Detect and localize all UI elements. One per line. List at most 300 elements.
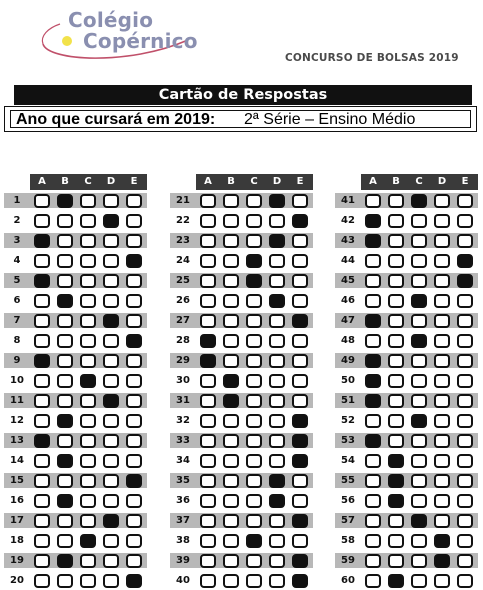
answer-bubble-b[interactable] — [57, 214, 73, 228]
answer-bubble-e[interactable] — [457, 534, 473, 548]
answer-bubble-b[interactable] — [223, 574, 239, 588]
answer-bubble-c[interactable] — [411, 314, 427, 328]
answer-bubble-b[interactable] — [388, 574, 404, 588]
answer-bubble-d[interactable] — [434, 394, 450, 408]
answer-bubble-d[interactable] — [434, 274, 450, 288]
answer-bubble-a[interactable] — [34, 494, 50, 508]
answer-bubble-c[interactable] — [80, 514, 96, 528]
answer-bubble-a[interactable] — [200, 314, 216, 328]
answer-bubble-e[interactable] — [292, 454, 308, 468]
answer-bubble-e[interactable] — [292, 514, 308, 528]
answer-bubble-b[interactable] — [223, 554, 239, 568]
answer-bubble-c[interactable] — [246, 474, 262, 488]
answer-bubble-c[interactable] — [80, 394, 96, 408]
answer-bubble-c[interactable] — [80, 254, 96, 268]
answer-bubble-a[interactable] — [200, 554, 216, 568]
answer-bubble-d[interactable] — [269, 414, 285, 428]
answer-bubble-e[interactable] — [126, 354, 142, 368]
answer-bubble-e[interactable] — [292, 414, 308, 428]
answer-bubble-a[interactable] — [200, 294, 216, 308]
answer-bubble-b[interactable] — [388, 454, 404, 468]
answer-bubble-e[interactable] — [457, 494, 473, 508]
answer-bubble-d[interactable] — [434, 214, 450, 228]
answer-bubble-d[interactable] — [103, 474, 119, 488]
answer-bubble-b[interactable] — [223, 394, 239, 408]
answer-bubble-c[interactable] — [80, 234, 96, 248]
answer-bubble-d[interactable] — [269, 294, 285, 308]
answer-bubble-d[interactable] — [269, 214, 285, 228]
answer-bubble-c[interactable] — [411, 434, 427, 448]
answer-bubble-c[interactable] — [246, 354, 262, 368]
answer-bubble-e[interactable] — [457, 374, 473, 388]
answer-bubble-e[interactable] — [126, 194, 142, 208]
answer-bubble-a[interactable] — [34, 234, 50, 248]
answer-bubble-d[interactable] — [434, 334, 450, 348]
answer-bubble-e[interactable] — [292, 274, 308, 288]
answer-bubble-b[interactable] — [388, 274, 404, 288]
answer-bubble-c[interactable] — [411, 474, 427, 488]
answer-bubble-d[interactable] — [269, 234, 285, 248]
answer-bubble-a[interactable] — [34, 414, 50, 428]
answer-bubble-a[interactable] — [365, 394, 381, 408]
answer-bubble-c[interactable] — [411, 554, 427, 568]
answer-bubble-d[interactable] — [103, 574, 119, 588]
answer-bubble-c[interactable] — [80, 274, 96, 288]
answer-bubble-b[interactable] — [388, 334, 404, 348]
answer-bubble-a[interactable] — [200, 534, 216, 548]
answer-bubble-e[interactable] — [126, 494, 142, 508]
answer-bubble-c[interactable] — [246, 194, 262, 208]
answer-bubble-a[interactable] — [200, 394, 216, 408]
answer-bubble-b[interactable] — [388, 194, 404, 208]
answer-bubble-d[interactable] — [103, 314, 119, 328]
answer-bubble-b[interactable] — [57, 494, 73, 508]
answer-bubble-c[interactable] — [411, 294, 427, 308]
answer-bubble-a[interactable] — [34, 314, 50, 328]
answer-bubble-e[interactable] — [292, 434, 308, 448]
answer-bubble-e[interactable] — [126, 334, 142, 348]
answer-bubble-a[interactable] — [200, 574, 216, 588]
answer-bubble-d[interactable] — [434, 514, 450, 528]
answer-bubble-e[interactable] — [457, 454, 473, 468]
answer-bubble-c[interactable] — [80, 314, 96, 328]
answer-bubble-e[interactable] — [126, 314, 142, 328]
answer-bubble-c[interactable] — [246, 414, 262, 428]
answer-bubble-c[interactable] — [80, 454, 96, 468]
answer-bubble-a[interactable] — [200, 494, 216, 508]
answer-bubble-d[interactable] — [103, 554, 119, 568]
answer-bubble-c[interactable] — [411, 414, 427, 428]
answer-bubble-b[interactable] — [388, 294, 404, 308]
answer-bubble-c[interactable] — [411, 514, 427, 528]
answer-bubble-c[interactable] — [246, 294, 262, 308]
answer-bubble-e[interactable] — [126, 454, 142, 468]
answer-bubble-a[interactable] — [200, 214, 216, 228]
answer-bubble-d[interactable] — [434, 474, 450, 488]
answer-bubble-b[interactable] — [388, 214, 404, 228]
answer-bubble-b[interactable] — [388, 394, 404, 408]
answer-bubble-b[interactable] — [223, 354, 239, 368]
answer-bubble-a[interactable] — [34, 374, 50, 388]
answer-bubble-d[interactable] — [434, 294, 450, 308]
answer-bubble-b[interactable] — [388, 494, 404, 508]
answer-bubble-c[interactable] — [411, 394, 427, 408]
answer-bubble-a[interactable] — [200, 254, 216, 268]
answer-bubble-e[interactable] — [292, 574, 308, 588]
answer-bubble-d[interactable] — [269, 494, 285, 508]
answer-bubble-e[interactable] — [457, 474, 473, 488]
answer-bubble-b[interactable] — [223, 274, 239, 288]
answer-bubble-b[interactable] — [57, 374, 73, 388]
answer-bubble-c[interactable] — [246, 454, 262, 468]
answer-bubble-c[interactable] — [411, 334, 427, 348]
answer-bubble-a[interactable] — [34, 574, 50, 588]
answer-bubble-e[interactable] — [126, 374, 142, 388]
answer-bubble-b[interactable] — [57, 314, 73, 328]
answer-bubble-a[interactable] — [200, 414, 216, 428]
answer-bubble-d[interactable] — [269, 334, 285, 348]
answer-bubble-e[interactable] — [292, 234, 308, 248]
answer-bubble-b[interactable] — [223, 474, 239, 488]
answer-bubble-e[interactable] — [457, 394, 473, 408]
answer-bubble-c[interactable] — [411, 354, 427, 368]
answer-bubble-e[interactable] — [126, 534, 142, 548]
answer-bubble-d[interactable] — [103, 354, 119, 368]
answer-bubble-b[interactable] — [57, 254, 73, 268]
answer-bubble-e[interactable] — [126, 394, 142, 408]
answer-bubble-e[interactable] — [457, 434, 473, 448]
answer-bubble-d[interactable] — [103, 234, 119, 248]
answer-bubble-c[interactable] — [411, 234, 427, 248]
answer-bubble-d[interactable] — [269, 514, 285, 528]
answer-bubble-d[interactable] — [434, 234, 450, 248]
answer-bubble-a[interactable] — [365, 494, 381, 508]
answer-bubble-b[interactable] — [388, 234, 404, 248]
answer-bubble-e[interactable] — [126, 554, 142, 568]
answer-bubble-e[interactable] — [126, 434, 142, 448]
answer-bubble-e[interactable] — [457, 214, 473, 228]
answer-bubble-a[interactable] — [200, 374, 216, 388]
answer-bubble-d[interactable] — [269, 354, 285, 368]
answer-bubble-e[interactable] — [457, 254, 473, 268]
answer-bubble-c[interactable] — [246, 234, 262, 248]
answer-bubble-c[interactable] — [80, 574, 96, 588]
answer-bubble-a[interactable] — [200, 354, 216, 368]
answer-bubble-d[interactable] — [269, 254, 285, 268]
answer-bubble-e[interactable] — [457, 294, 473, 308]
answer-bubble-b[interactable] — [223, 194, 239, 208]
answer-bubble-a[interactable] — [34, 194, 50, 208]
answer-bubble-e[interactable] — [457, 514, 473, 528]
answer-bubble-b[interactable] — [57, 474, 73, 488]
answer-bubble-a[interactable] — [365, 534, 381, 548]
answer-bubble-d[interactable] — [434, 414, 450, 428]
answer-bubble-d[interactable] — [269, 314, 285, 328]
answer-bubble-c[interactable] — [411, 534, 427, 548]
answer-bubble-a[interactable] — [365, 194, 381, 208]
answer-bubble-a[interactable] — [34, 534, 50, 548]
answer-bubble-d[interactable] — [434, 354, 450, 368]
answer-bubble-c[interactable] — [80, 414, 96, 428]
answer-bubble-c[interactable] — [246, 434, 262, 448]
answer-bubble-c[interactable] — [246, 494, 262, 508]
answer-bubble-d[interactable] — [103, 494, 119, 508]
answer-bubble-e[interactable] — [126, 514, 142, 528]
answer-bubble-b[interactable] — [223, 334, 239, 348]
answer-bubble-b[interactable] — [57, 454, 73, 468]
answer-bubble-b[interactable] — [388, 474, 404, 488]
answer-bubble-e[interactable] — [292, 254, 308, 268]
answer-bubble-c[interactable] — [246, 534, 262, 548]
answer-bubble-b[interactable] — [388, 254, 404, 268]
answer-bubble-c[interactable] — [80, 334, 96, 348]
answer-bubble-e[interactable] — [292, 334, 308, 348]
answer-bubble-e[interactable] — [457, 334, 473, 348]
answer-bubble-b[interactable] — [388, 534, 404, 548]
answer-bubble-b[interactable] — [223, 314, 239, 328]
answer-bubble-b[interactable] — [223, 254, 239, 268]
answer-bubble-a[interactable] — [200, 334, 216, 348]
answer-bubble-e[interactable] — [292, 194, 308, 208]
answer-bubble-d[interactable] — [269, 374, 285, 388]
answer-bubble-a[interactable] — [365, 414, 381, 428]
answer-bubble-a[interactable] — [200, 274, 216, 288]
answer-bubble-a[interactable] — [365, 254, 381, 268]
answer-bubble-d[interactable] — [103, 214, 119, 228]
answer-bubble-d[interactable] — [103, 414, 119, 428]
answer-bubble-e[interactable] — [457, 314, 473, 328]
answer-bubble-a[interactable] — [34, 294, 50, 308]
answer-bubble-d[interactable] — [103, 434, 119, 448]
answer-bubble-e[interactable] — [126, 474, 142, 488]
answer-bubble-d[interactable] — [103, 254, 119, 268]
answer-bubble-b[interactable] — [388, 434, 404, 448]
answer-bubble-c[interactable] — [411, 454, 427, 468]
answer-bubble-e[interactable] — [457, 234, 473, 248]
answer-bubble-b[interactable] — [57, 414, 73, 428]
answer-bubble-c[interactable] — [80, 554, 96, 568]
answer-bubble-b[interactable] — [57, 354, 73, 368]
answer-bubble-b[interactable] — [57, 434, 73, 448]
answer-bubble-a[interactable] — [365, 554, 381, 568]
answer-bubble-b[interactable] — [57, 554, 73, 568]
answer-bubble-b[interactable] — [223, 294, 239, 308]
answer-bubble-d[interactable] — [434, 374, 450, 388]
answer-bubble-e[interactable] — [292, 474, 308, 488]
answer-bubble-c[interactable] — [246, 334, 262, 348]
answer-bubble-e[interactable] — [457, 414, 473, 428]
answer-bubble-a[interactable] — [365, 294, 381, 308]
answer-bubble-a[interactable] — [365, 474, 381, 488]
answer-bubble-d[interactable] — [103, 294, 119, 308]
answer-bubble-d[interactable] — [269, 274, 285, 288]
answer-bubble-d[interactable] — [269, 394, 285, 408]
answer-bubble-c[interactable] — [80, 374, 96, 388]
answer-bubble-c[interactable] — [411, 494, 427, 508]
answer-bubble-b[interactable] — [223, 214, 239, 228]
answer-bubble-c[interactable] — [80, 494, 96, 508]
answer-bubble-c[interactable] — [411, 254, 427, 268]
answer-bubble-c[interactable] — [411, 374, 427, 388]
answer-bubble-b[interactable] — [57, 394, 73, 408]
answer-bubble-c[interactable] — [411, 194, 427, 208]
answer-bubble-e[interactable] — [126, 414, 142, 428]
answer-bubble-d[interactable] — [269, 574, 285, 588]
answer-bubble-b[interactable] — [388, 374, 404, 388]
answer-bubble-a[interactable] — [34, 514, 50, 528]
answer-bubble-d[interactable] — [269, 474, 285, 488]
answer-bubble-b[interactable] — [57, 514, 73, 528]
answer-bubble-d[interactable] — [103, 454, 119, 468]
answer-bubble-a[interactable] — [200, 234, 216, 248]
answer-bubble-e[interactable] — [292, 534, 308, 548]
answer-bubble-d[interactable] — [434, 574, 450, 588]
answer-bubble-e[interactable] — [457, 354, 473, 368]
answer-bubble-b[interactable] — [388, 514, 404, 528]
answer-bubble-e[interactable] — [126, 234, 142, 248]
answer-bubble-e[interactable] — [457, 574, 473, 588]
answer-bubble-c[interactable] — [80, 474, 96, 488]
answer-bubble-c[interactable] — [80, 434, 96, 448]
answer-bubble-a[interactable] — [365, 314, 381, 328]
answer-bubble-a[interactable] — [365, 454, 381, 468]
answer-bubble-e[interactable] — [292, 354, 308, 368]
answer-bubble-d[interactable] — [434, 534, 450, 548]
answer-bubble-a[interactable] — [365, 514, 381, 528]
answer-bubble-d[interactable] — [103, 194, 119, 208]
answer-bubble-b[interactable] — [223, 414, 239, 428]
answer-bubble-a[interactable] — [34, 254, 50, 268]
answer-bubble-a[interactable] — [34, 214, 50, 228]
answer-bubble-b[interactable] — [223, 234, 239, 248]
answer-bubble-c[interactable] — [246, 514, 262, 528]
answer-bubble-a[interactable] — [34, 454, 50, 468]
answer-bubble-a[interactable] — [365, 374, 381, 388]
answer-bubble-a[interactable] — [365, 274, 381, 288]
answer-bubble-a[interactable] — [365, 574, 381, 588]
answer-bubble-a[interactable] — [34, 554, 50, 568]
answer-bubble-d[interactable] — [103, 514, 119, 528]
answer-bubble-a[interactable] — [365, 234, 381, 248]
answer-bubble-b[interactable] — [223, 534, 239, 548]
answer-bubble-c[interactable] — [411, 574, 427, 588]
answer-bubble-d[interactable] — [103, 394, 119, 408]
answer-bubble-e[interactable] — [292, 394, 308, 408]
answer-bubble-d[interactable] — [269, 454, 285, 468]
answer-bubble-e[interactable] — [126, 274, 142, 288]
answer-bubble-e[interactable] — [292, 294, 308, 308]
answer-bubble-d[interactable] — [269, 434, 285, 448]
answer-bubble-b[interactable] — [223, 374, 239, 388]
answer-bubble-a[interactable] — [365, 354, 381, 368]
answer-bubble-a[interactable] — [365, 214, 381, 228]
answer-bubble-c[interactable] — [246, 574, 262, 588]
answer-bubble-c[interactable] — [246, 314, 262, 328]
answer-bubble-e[interactable] — [126, 294, 142, 308]
answer-bubble-e[interactable] — [292, 494, 308, 508]
answer-bubble-a[interactable] — [200, 474, 216, 488]
answer-bubble-e[interactable] — [457, 274, 473, 288]
answer-bubble-a[interactable] — [365, 334, 381, 348]
answer-bubble-d[interactable] — [434, 254, 450, 268]
answer-bubble-a[interactable] — [34, 274, 50, 288]
answer-bubble-b[interactable] — [57, 274, 73, 288]
answer-bubble-d[interactable] — [269, 534, 285, 548]
answer-bubble-b[interactable] — [57, 294, 73, 308]
answer-bubble-c[interactable] — [80, 354, 96, 368]
answer-bubble-a[interactable] — [200, 514, 216, 528]
answer-bubble-a[interactable] — [200, 194, 216, 208]
answer-bubble-d[interactable] — [103, 534, 119, 548]
answer-bubble-c[interactable] — [80, 294, 96, 308]
answer-bubble-c[interactable] — [246, 254, 262, 268]
answer-bubble-b[interactable] — [223, 434, 239, 448]
answer-bubble-c[interactable] — [80, 194, 96, 208]
answer-bubble-b[interactable] — [57, 574, 73, 588]
answer-bubble-c[interactable] — [246, 394, 262, 408]
answer-bubble-c[interactable] — [80, 214, 96, 228]
answer-bubble-d[interactable] — [434, 314, 450, 328]
answer-bubble-a[interactable] — [34, 394, 50, 408]
answer-bubble-a[interactable] — [34, 354, 50, 368]
answer-bubble-d[interactable] — [103, 334, 119, 348]
answer-bubble-e[interactable] — [457, 194, 473, 208]
answer-bubble-b[interactable] — [57, 194, 73, 208]
answer-bubble-d[interactable] — [269, 554, 285, 568]
answer-bubble-a[interactable] — [200, 454, 216, 468]
answer-bubble-c[interactable] — [246, 374, 262, 388]
answer-bubble-d[interactable] — [434, 434, 450, 448]
answer-bubble-a[interactable] — [34, 434, 50, 448]
answer-bubble-b[interactable] — [57, 334, 73, 348]
answer-bubble-e[interactable] — [292, 374, 308, 388]
answer-bubble-c[interactable] — [80, 534, 96, 548]
answer-bubble-a[interactable] — [200, 434, 216, 448]
answer-bubble-e[interactable] — [292, 554, 308, 568]
answer-bubble-c[interactable] — [246, 274, 262, 288]
answer-bubble-d[interactable] — [434, 494, 450, 508]
answer-bubble-c[interactable] — [411, 274, 427, 288]
answer-bubble-b[interactable] — [223, 494, 239, 508]
answer-bubble-d[interactable] — [434, 454, 450, 468]
answer-bubble-d[interactable] — [434, 554, 450, 568]
answer-bubble-d[interactable] — [103, 274, 119, 288]
answer-bubble-c[interactable] — [411, 214, 427, 228]
answer-bubble-b[interactable] — [57, 234, 73, 248]
answer-bubble-e[interactable] — [292, 314, 308, 328]
answer-bubble-a[interactable] — [365, 434, 381, 448]
answer-bubble-b[interactable] — [57, 534, 73, 548]
answer-bubble-a[interactable] — [34, 334, 50, 348]
answer-bubble-e[interactable] — [457, 554, 473, 568]
answer-bubble-c[interactable] — [246, 214, 262, 228]
answer-bubble-b[interactable] — [223, 454, 239, 468]
answer-bubble-e[interactable] — [292, 214, 308, 228]
answer-bubble-d[interactable] — [269, 194, 285, 208]
answer-bubble-b[interactable] — [388, 414, 404, 428]
answer-bubble-a[interactable] — [34, 474, 50, 488]
answer-bubble-b[interactable] — [388, 554, 404, 568]
answer-bubble-e[interactable] — [126, 254, 142, 268]
answer-bubble-b[interactable] — [223, 514, 239, 528]
answer-bubble-c[interactable] — [246, 554, 262, 568]
answer-bubble-d[interactable] — [103, 374, 119, 388]
answer-bubble-b[interactable] — [388, 354, 404, 368]
answer-bubble-e[interactable] — [126, 214, 142, 228]
answer-bubble-b[interactable] — [388, 314, 404, 328]
answer-bubble-d[interactable] — [434, 194, 450, 208]
answer-bubble-e[interactable] — [126, 574, 142, 588]
